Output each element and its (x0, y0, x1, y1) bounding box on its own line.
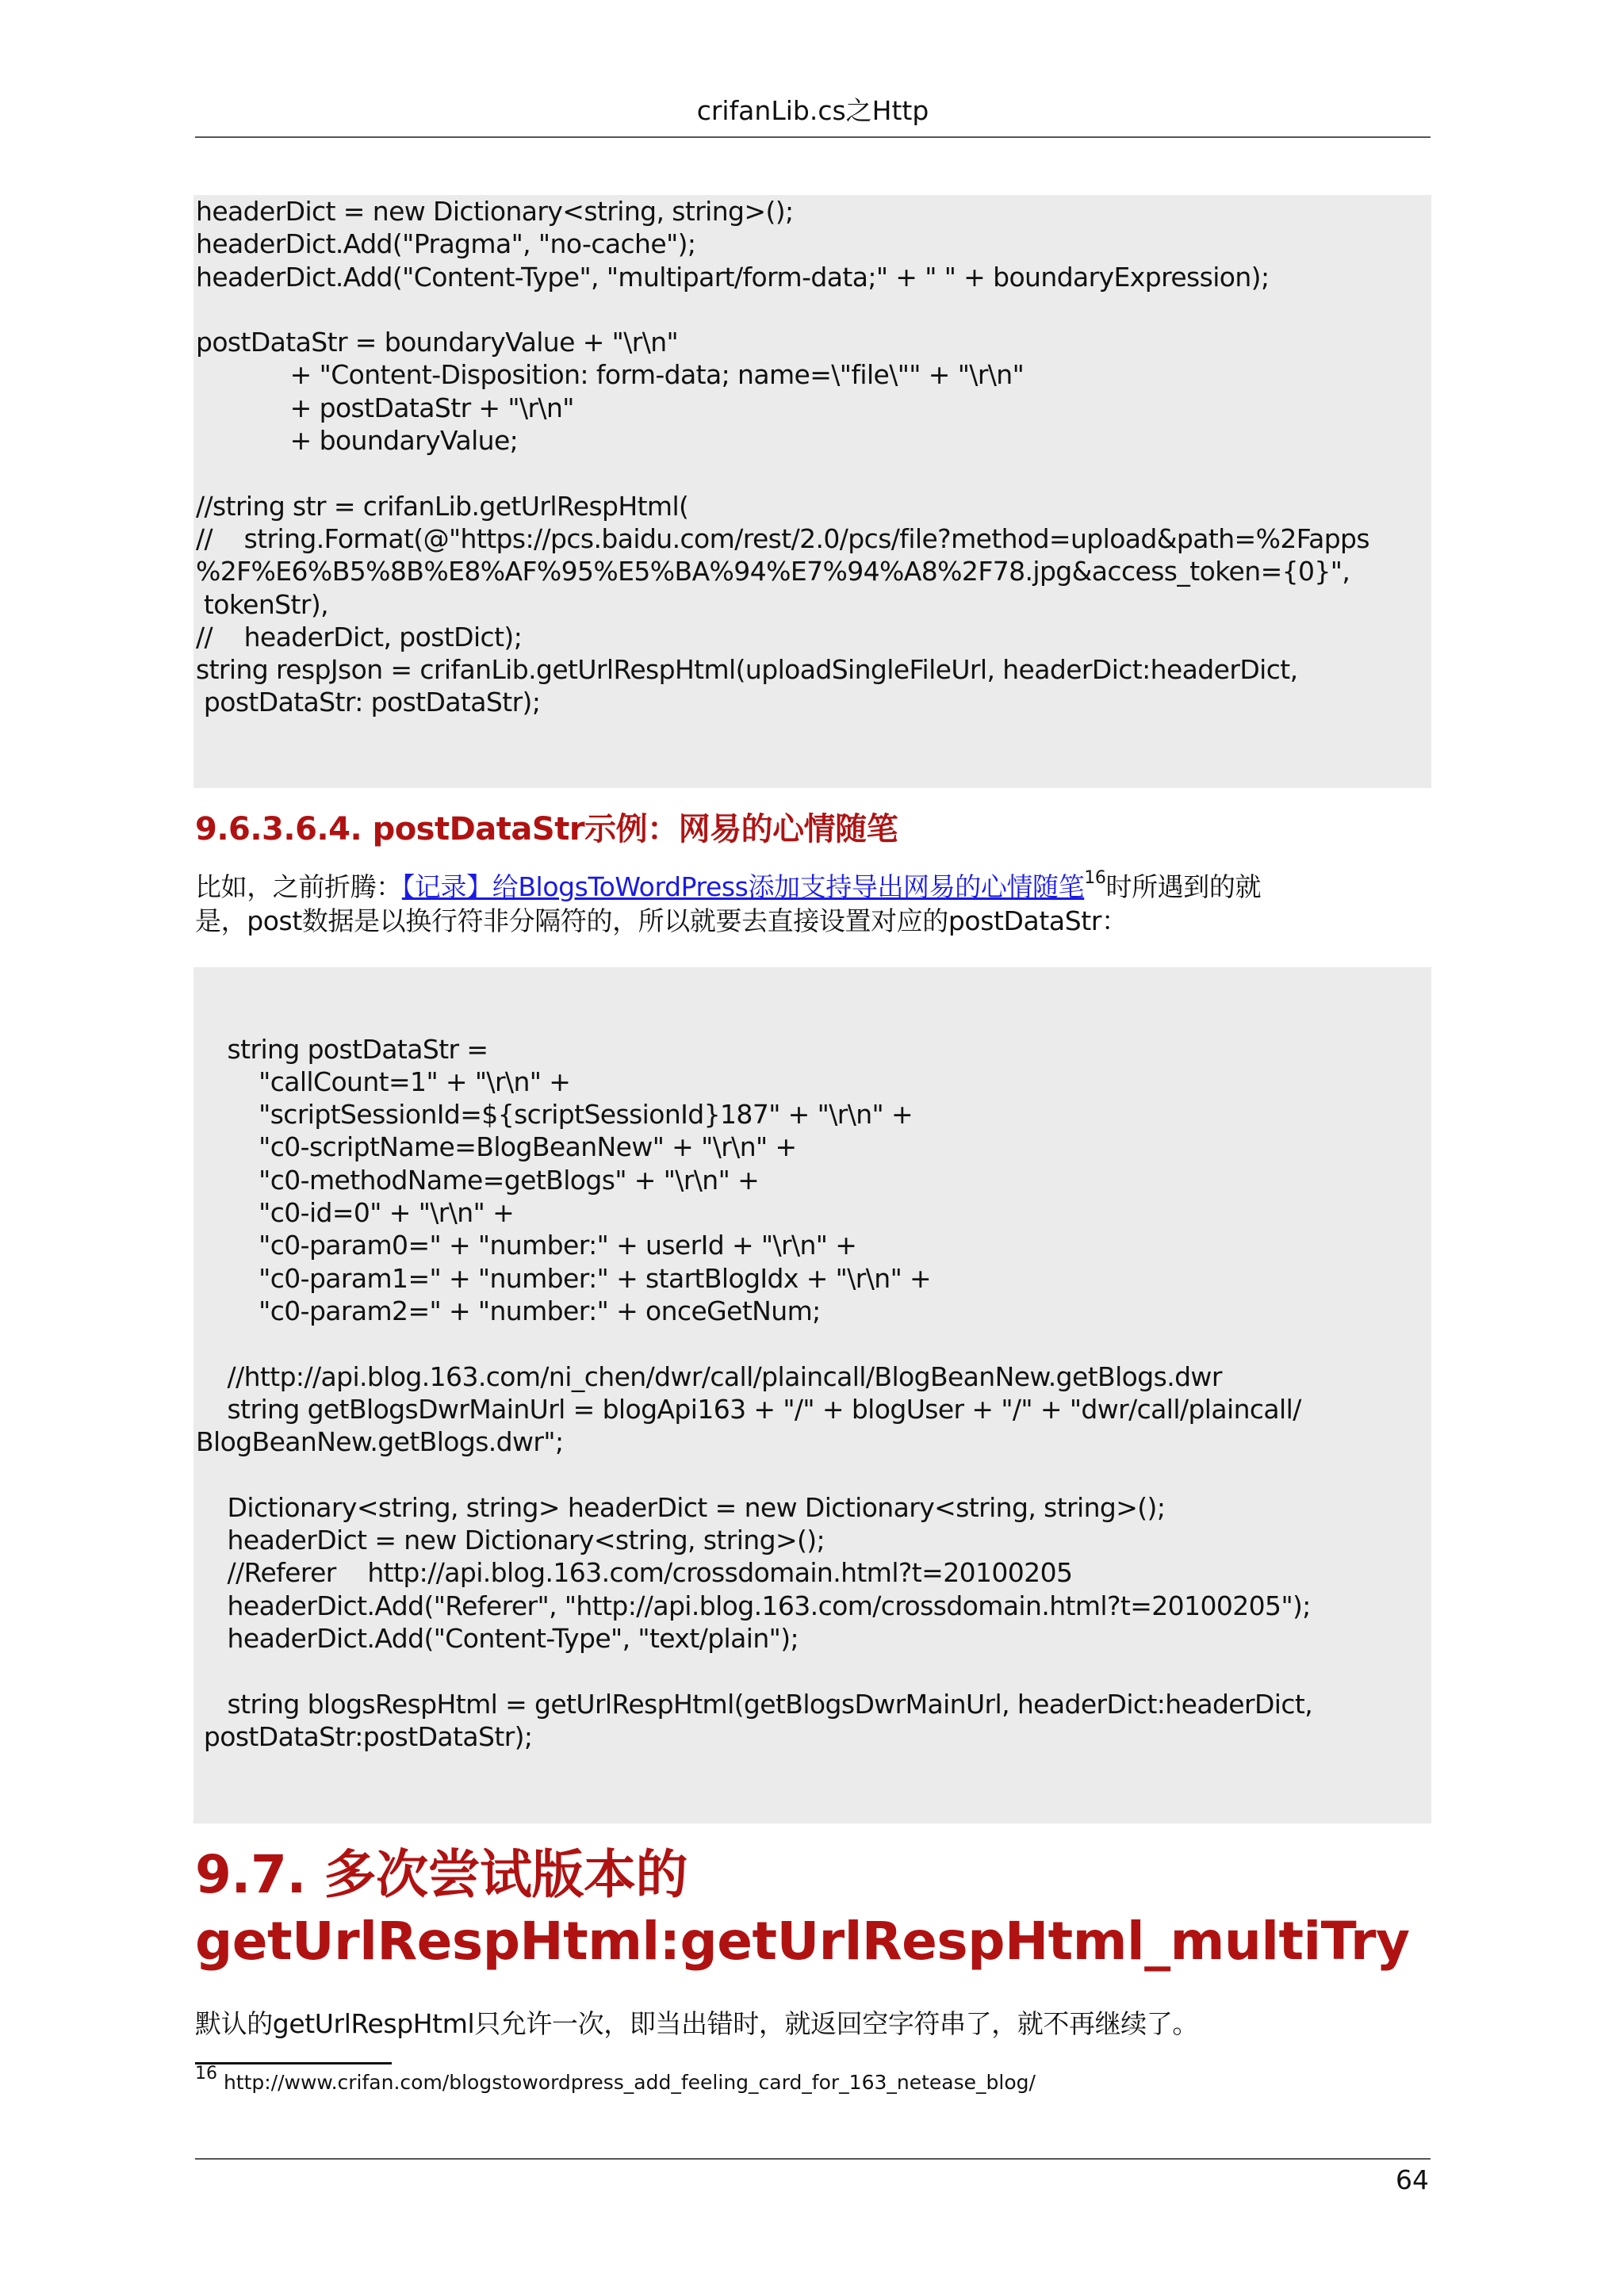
code-line (196, 1458, 1431, 1490)
code-line: string blogsRespHtml = getUrlRespHtml(getBlogsDwrMainUrl, headerDict:headerDict, (196, 1688, 1313, 1720)
code-line: headerDict.Add("Content-Type", "multipart/form-data;" + " " + boundaryExpression); (196, 261, 1270, 293)
intro-prefix: 比如，之前折腾： (195, 871, 402, 902)
code-line: headerDict = new Dictionary<string, string>(); (196, 1525, 825, 1556)
running-header: crifanLib.cs之Http (696, 95, 929, 126)
code-line: headerDict.Add("Content-Type", "text/plain"); (196, 1622, 799, 1654)
code-line: // string.Format(@"https://pcs.baidu.com/rest/2.0/pcs/file?method=upload&path=%2Fapps (196, 522, 1369, 554)
code-line (196, 457, 1431, 489)
code-line: "c0-methodName=getBlogs" + "\r\n" + (196, 1164, 760, 1196)
code-line: // headerDict, postDict); (196, 621, 523, 652)
code-line: "c0-scriptName=BlogBeanNew" + "\r\n" + (196, 1131, 797, 1163)
code-line: "c0-param0=" + "number:" + userId + "\r\n" + (196, 1230, 857, 1261)
code-line: postDataStr: postDataStr); (196, 687, 541, 718)
code-line (196, 1327, 1431, 1360)
section-heading-9-6-3-6-4: 9.6.3.6.4. postDataStr示例：网易的心情随笔 (195, 811, 898, 848)
code-line: string postDataStr = (196, 1033, 488, 1065)
code-line: string getBlogsDwrMainUrl = blogApi163 + "/" + blogUser + "/" + "dwr/call/plaincall/ (196, 1393, 1301, 1425)
code-line: Dictionary<string, string> headerDict = new Dictionary<string, string>(); (196, 1491, 1166, 1523)
blog-post-link[interactable]: 【记录】给BlogsToWordPress添加支持导出网易的心情随笔 (401, 871, 1085, 902)
section-heading-9-7-line1: 9.7. 多次尝试版本的 (195, 1844, 688, 1905)
section-heading-9-7-line2: getUrlRespHtml:getUrlRespHtml_multiTry (195, 1911, 1410, 1972)
code-line: tokenStr), (196, 588, 328, 620)
footer-rule (195, 2158, 1431, 2160)
header-rule (195, 136, 1431, 138)
multitry-paragraph: 默认的getUrlRespHtml只允许一次，即当出错时，就返回空字符串了，就不再继续了。 (195, 2008, 1199, 2039)
code-line (196, 1000, 1431, 1032)
code-line (196, 293, 1431, 326)
code-line: "c0-param2=" + "number:" + onceGetNum; (196, 1295, 821, 1326)
intro-suffix: 时所遇到的就 (1105, 871, 1262, 902)
intro-paragraph (195, 870, 1261, 904)
code-line: + "Content-Disposition: form-data; name=\"file\"" + "\r\n" (196, 359, 1025, 391)
section-heading-9-7 (195, 1842, 1410, 1975)
footnote-url[interactable]: http://www.crifan.com/blogstowordpress_add_feeling_card_for_163_netease_blog/ (223, 2071, 1036, 2094)
code-block-postdatastr (193, 967, 1431, 1823)
page-number: 64 (1396, 2164, 1429, 2195)
code-line: headerDict = new Dictionary<string, string>(); (196, 196, 794, 227)
footnote-ref[interactable]: 16 (1084, 868, 1106, 888)
code-line: string respJson = crifanLib.getUrlRespHtml(uploadSingleFileUrl, headerDict:headerDict, (196, 654, 1298, 686)
code-block-upload (193, 195, 1431, 788)
code-line: //Referer http://api.blog.163.com/crossdomain.html?t=20100205 (196, 1557, 1073, 1589)
code-line: postDataStr:postDataStr); (196, 1720, 533, 1752)
code-line: headerDict.Add("Pragma", "no-cache"); (196, 228, 696, 260)
code-line: + postDataStr + "\r\n" (196, 392, 574, 423)
code-line: "c0-id=0" + "\r\n" + (196, 1197, 515, 1229)
code-line: //string str = crifanLib.getUrlRespHtml( (196, 490, 689, 522)
code-line: "scriptSessionId=${scriptSessionId}187" + "\r\n" + (196, 1099, 914, 1131)
code-line (196, 1655, 1431, 1687)
code-line (196, 967, 1431, 1000)
code-line: postDataStr = boundaryValue + "\r\n" (196, 327, 679, 358)
footnote (195, 2063, 1036, 2096)
code-line: "callCount=1" + "\r\n" + (196, 1066, 571, 1097)
code-line: BlogBeanNew.getBlogs.dwr"; (196, 1426, 564, 1458)
code-line: headerDict.Add("Referer", "http://api.blog.163.com/crossdomain.html?t=20100205"); (196, 1590, 1311, 1621)
footnote-rule (195, 2062, 392, 2064)
intro-paragraph-line2: 是，post数据是以换行符非分隔符的，所以就要去直接设置对应的postDataStr： (195, 905, 1128, 936)
code-line: //http://api.blog.163.com/ni_chen/dwr/call/plaincall/BlogBeanNew.getBlogs.dwr (196, 1360, 1222, 1392)
code-line: "c0-param1=" + "number:" + startBlogIdx + "\r\n" + (196, 1262, 932, 1294)
footnote-number: 16 (195, 2063, 217, 2084)
code-line: %2F%E6%B5%8B%E8%AF%95%E5%BA%94%E7%94%A8%2F78.jpg&access_token={0}", (196, 556, 1350, 587)
code-line: + boundaryValue; (196, 425, 519, 457)
